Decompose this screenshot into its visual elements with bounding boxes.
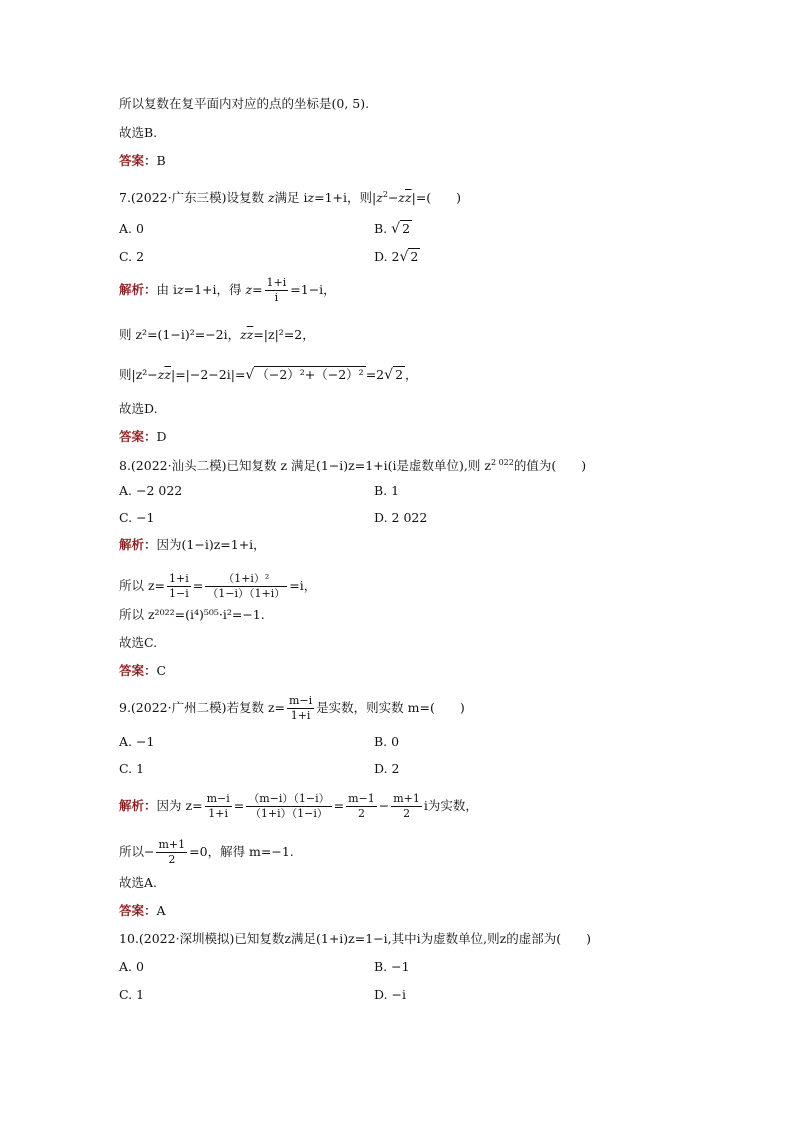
q8-stem-text: 8.(2022·汕头二模)已知复数 z 满足(1−i)z=1+i(i是虚数单位),则 z [119, 458, 491, 474]
analysis-label: 解析： [119, 282, 157, 297]
answer-label: 答案： [119, 663, 157, 678]
q7-analysis2: 则 z²=(1−i)²=−2i，$z\overline{z}=|z|^2=2$， [119, 327, 315, 342]
q9-option-c: C. 1 [119, 761, 145, 776]
answer-value: B [156, 153, 166, 168]
q7-option-c: C. 2 [119, 249, 145, 264]
q7-answer [119, 428, 167, 446]
q9-stem-a: 9.(2022·广州二模)若复数 z= [119, 700, 285, 715]
q7-stem-mid2: =1+i，则| [314, 190, 377, 206]
q9-analysis2 [119, 838, 294, 867]
q7-conclusion: 故选D. [119, 401, 158, 416]
q8-option-d: D. 2 022 [374, 510, 428, 525]
q7-a3-sqrt: （−2）²+（−2）² [256, 367, 364, 382]
q7-a2-a: 则 z²=(1−i)²=−2i， [119, 327, 241, 342]
answer-label: 答案： [119, 429, 157, 444]
q9-f4-den: 2 [403, 807, 411, 820]
intro-answer [119, 152, 166, 170]
q7-option-b-sqrt: 2 [402, 221, 411, 236]
q7-a1-a: 由 i [156, 282, 177, 297]
q10-option-d: D. −i [374, 987, 406, 1002]
analysis-label: 解析： [119, 798, 157, 813]
q8-analysis3: 所以 z²⁰²²=(i⁴)⁵⁰⁵·i²=−1. [119, 607, 265, 622]
analysis-label: 解析： [119, 537, 157, 552]
q9-f1-num: m−i [206, 792, 230, 805]
q8-answer [119, 662, 166, 680]
q7-frac-num: 1+i [266, 276, 287, 289]
q7-frac-den: i [274, 291, 279, 304]
q7-option-d: D. 2√ 2 [374, 249, 419, 265]
q9-f3 [346, 792, 377, 821]
q10-option-c: C. 1 [119, 987, 145, 1002]
q9-f2-den: （1+i）（1−i） [249, 807, 328, 820]
q9-f3-num: m−1 [348, 792, 375, 805]
answer-value: D [156, 429, 167, 444]
q8-analysis2: 所以 z= $\frac{1+i}{1-i}$ = $\frac{\text{（1+i）²}}{(1-i)(1+i)}$ =i， [119, 572, 317, 600]
q8-a1: 因为(1−i)z=1+i， [156, 537, 266, 552]
answer-value: A [156, 903, 166, 918]
q9-option-b: B. 0 [374, 734, 400, 749]
q9-stem [119, 694, 465, 723]
q7-a3-a: 则|z²− [119, 367, 158, 382]
q10-stem: 10.(2022·深圳模拟)已知复数z满足(1+i)z=1−i,其中i为虚数单位,则z的虚部为( ) [119, 931, 591, 946]
q9-stem-num: m−i [289, 694, 313, 707]
q8-f2-den: （1−i）（1+i） [207, 587, 286, 600]
q7-stem-mid: 满足 i [274, 190, 308, 206]
q8-stem [119, 454, 586, 475]
answer-label: 答案： [119, 903, 157, 918]
q7-a2-b: =|z|²=2， [253, 327, 315, 342]
q9-option-a: A. −1 [119, 734, 155, 749]
q7-stem-end: |=( ) [411, 190, 462, 206]
q7-option-b: B. √ 2 [374, 221, 411, 237]
q9-option-d: D. 2 [374, 761, 400, 776]
q9-answer [119, 902, 166, 920]
q9-f1 [205, 792, 232, 821]
q7-a3-b: |=|−2−2i|= [170, 367, 246, 382]
answer-label: 答案： [119, 153, 157, 168]
q7-analysis3: 则$|z^2-z\overline{z}|=|-2-2i|=√$ （−2）²+（−2）² =2√ 2 ， [119, 367, 418, 383]
q7-stem-prefix: 7.(2022·广东三模)设复数 [119, 190, 268, 206]
q9-a1-end: i为实数， [423, 798, 478, 813]
q9-a2-num: m+1 [158, 838, 186, 851]
answer-value: C [156, 663, 167, 678]
q9-f2 [246, 792, 331, 821]
q7-fraction [265, 276, 289, 305]
q8-analysis1 [119, 536, 266, 554]
q7-a1-b: =1+i，得 [183, 282, 246, 297]
q8-option-a: A. −2 022 [119, 483, 183, 498]
q9-a2-den: 2 [168, 853, 176, 866]
q9-f4 [391, 792, 422, 821]
q8-f2-num: （1+i）² [205, 572, 287, 587]
q9-f2-num: （m−i）（1−i） [248, 792, 330, 805]
q8-f1-den: 1−i [169, 587, 189, 600]
q8-fraction2 [205, 572, 287, 601]
q9-a1-a: 因为 z= [156, 798, 203, 813]
q7-analysis1: 解析：由 iz=1+i，得 z= $\frac{1+i}{i}$ =1−i， [119, 276, 336, 304]
q9-a2-end: =0，解得 m=−1. [189, 844, 294, 859]
q7-a3-d: ， [405, 367, 418, 382]
intro-line1: 所以复数在复平面内对应的点的坐标是(0, 5). [119, 96, 370, 111]
q8-conclusion: 故选C. [119, 635, 158, 650]
q8-stem-sup: 2 022 [490, 458, 514, 467]
q8-stem-end: 的值为( ) [513, 458, 587, 474]
q9-f3-den: 2 [357, 807, 365, 820]
q10-option-a: A. 0 [119, 959, 144, 974]
q7-option-d-sqrt: 2 [410, 249, 419, 264]
q9-f1-den: 1+i [208, 807, 229, 820]
q9-a2-fraction [156, 838, 187, 867]
q8-fraction1 [167, 572, 191, 601]
q7-stem: 7.(2022·广东三模)设复数 z满足 iz=1+i，则$|z^2-z\overline{z}|=$( ) [119, 190, 462, 206]
q9-conclusion: 故选A. [119, 875, 158, 890]
q7-a3-sqrt2: 2 [395, 367, 404, 382]
q8-option-c: C. −1 [119, 510, 155, 525]
q7-option-b-label: B. [374, 221, 392, 236]
q9-stem-den: 1+i [290, 709, 311, 722]
q9-f4-num: m+1 [393, 792, 420, 805]
q8-a2-end: =i， [289, 578, 317, 593]
q7-a3-c: =2 [365, 367, 385, 382]
q9-stem-fraction [287, 694, 314, 723]
q9-a2-a: 所以− [119, 844, 155, 859]
q7-a1-c: =1−i， [290, 282, 336, 297]
q7-option-d-label: D. 2 [374, 249, 400, 264]
intro-conclusion: 故选B. [119, 125, 158, 140]
q7-option-a: A. 0 [119, 221, 144, 236]
q8-option-b: B. 1 [374, 483, 400, 498]
q8-f1-num: 1+i [169, 572, 189, 585]
q8-a2-a: 所以 z= [119, 578, 166, 593]
q9-stem-end: 是实数，则实数 m=( ) [316, 700, 465, 715]
q10-option-b: B. −1 [374, 959, 410, 974]
q9-analysis1: 解析：因为 z= $\frac{m-i}{1+i}$ = $\frac{(m-i)(1-i)}{(1+i)(1-i)}$ = $\frac{m-1}{2}$ − $\frac{m+1}{2}$ i为实数， [119, 792, 478, 820]
